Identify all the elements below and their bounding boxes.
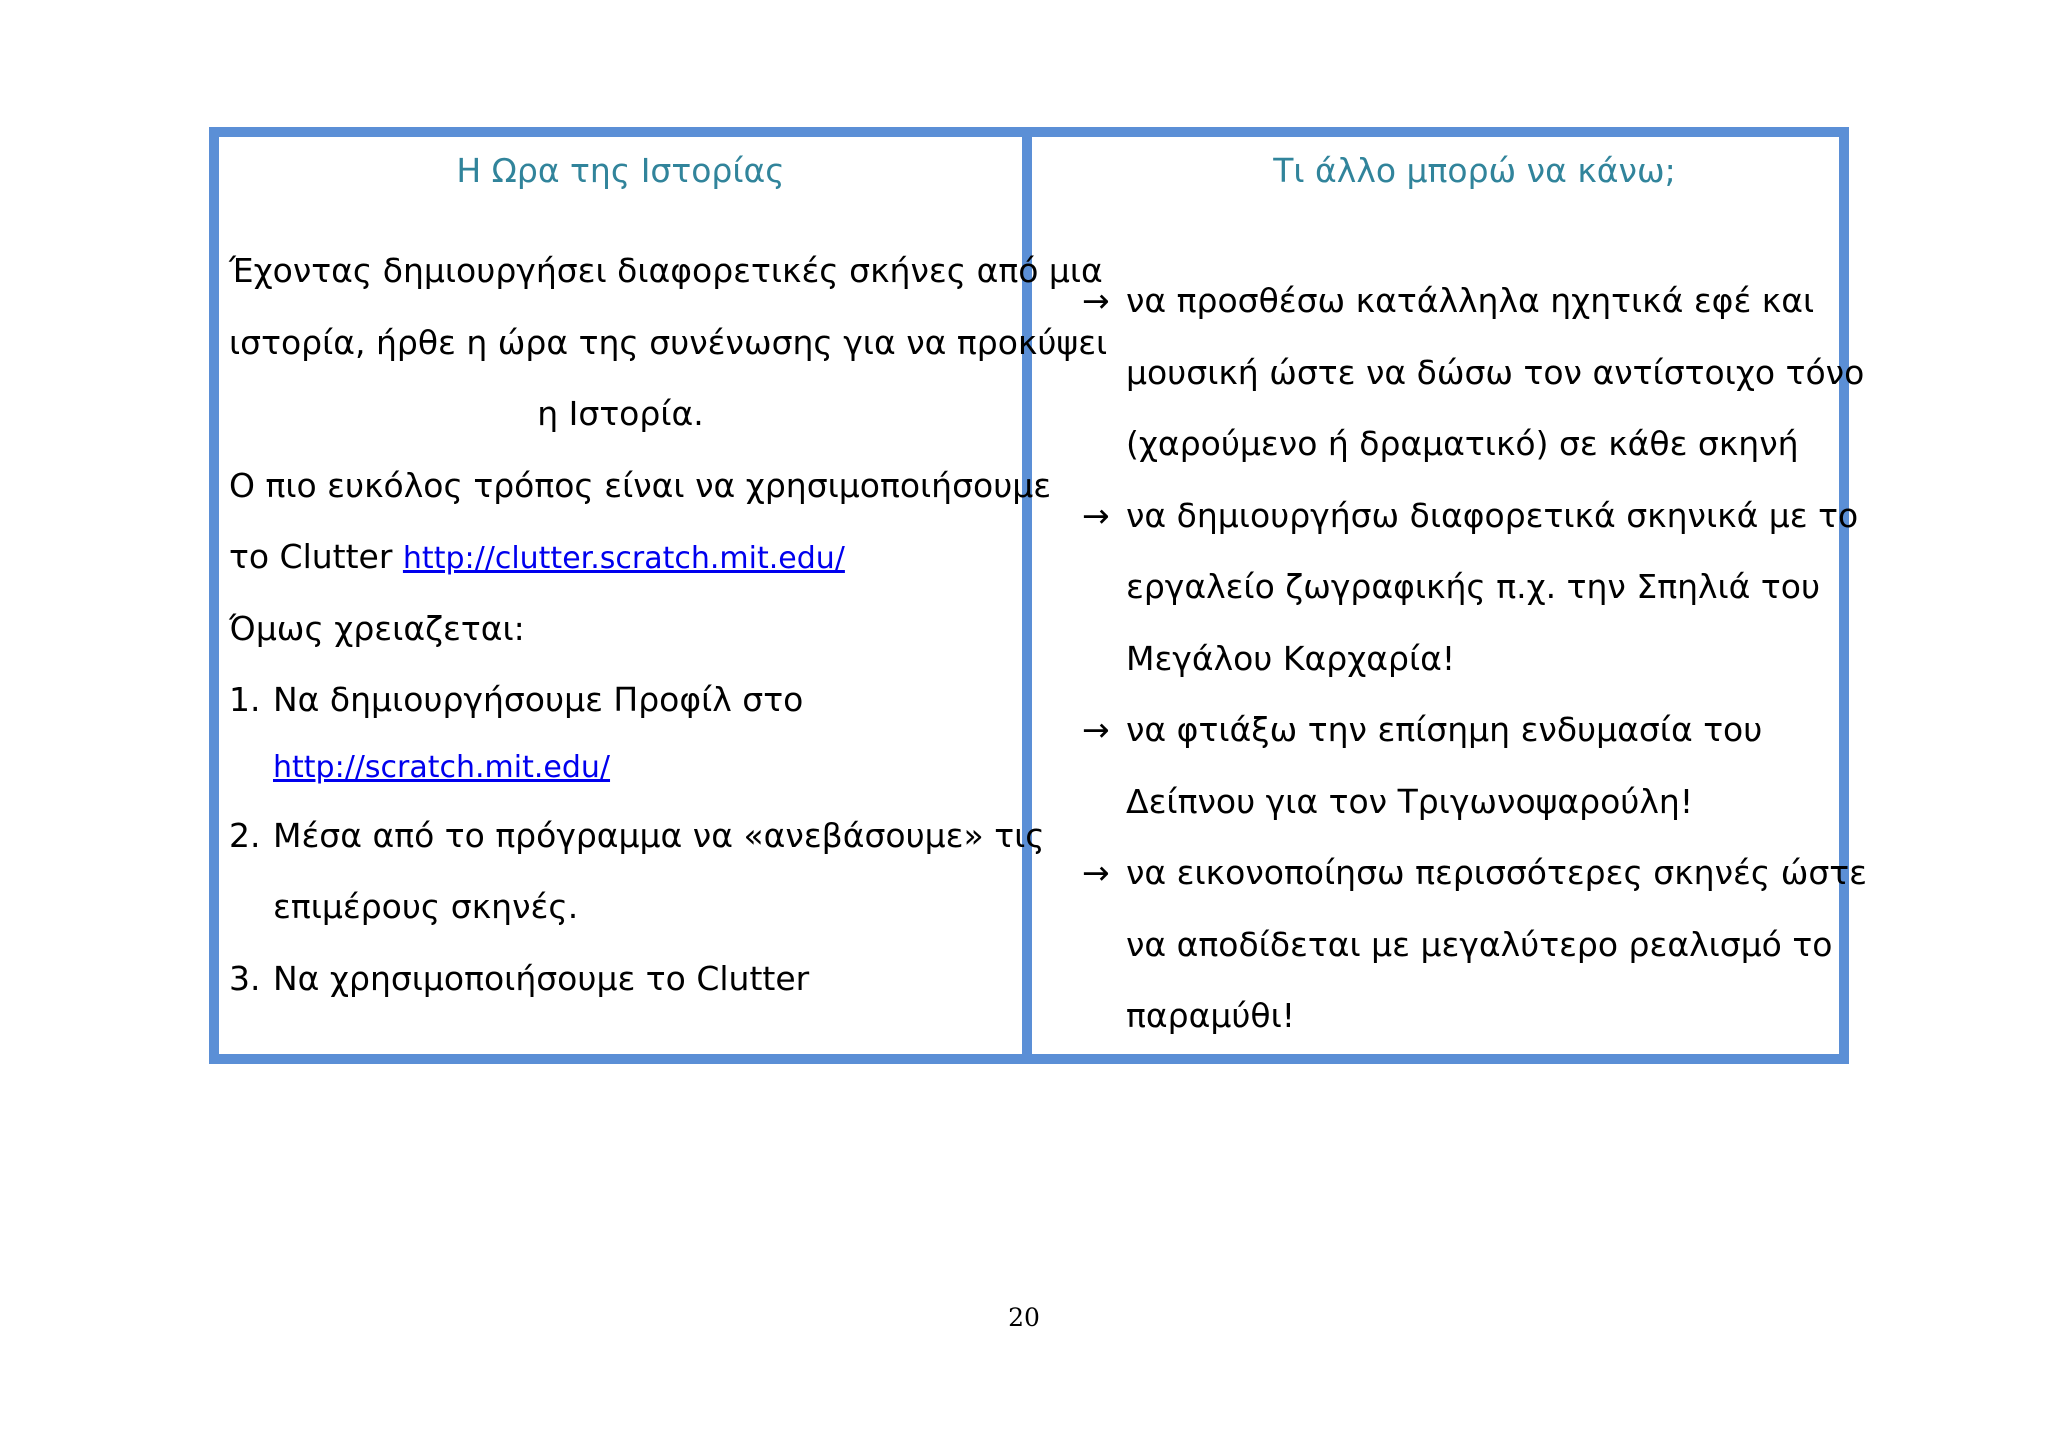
what-else-title: Τι άλλο μπορώ να κάνω; [1273, 151, 1676, 190]
step-item-3 [229, 943, 1012, 1015]
step-number: 3. [229, 958, 261, 998]
step-number: 1. [229, 680, 261, 719]
clutter-line [229, 521, 1012, 593]
idea-text-cont: παραμύθι! [1126, 996, 1295, 1035]
step-text: Να χρησιμοποιήσουμε το Clutter [273, 958, 810, 998]
idea-text: να φτιάξω την επίσημη ενδυμασία του [1126, 710, 1763, 749]
idea-text-cont: μουσική ώστε να δώσω τον αντίστοιχο τόνο [1126, 352, 1865, 392]
idea-item-1 [1082, 265, 1867, 480]
idea-item-2 [1082, 480, 1867, 695]
what-else-body [1082, 265, 1867, 1052]
idea-text-cont: Δείπνου για τον Τριγωνοψαρούλη! [1126, 781, 1694, 821]
but-needed-text: Όμως χρειαζεται: [229, 608, 525, 648]
idea-text-cont: εργαλείο ζωγραφικής π.χ. την Σπηλιά του [1126, 567, 1821, 606]
story-time-column [219, 137, 1108, 1054]
arrow-icon: → [1082, 281, 1110, 320]
arrow-icon: → [1082, 710, 1110, 749]
easy-way-text: Ο πιο ευκόλος τρόπος είναι να χρησιμοποιήσουμε [229, 465, 1052, 505]
intro-line-1 [229, 235, 1103, 307]
arrow-icon: → [1082, 853, 1110, 892]
step-text: Να δημιουργήσουμε Προφίλ στο [273, 680, 804, 719]
intro-line-2: ιστορία, ήρθε η ώρα της συνένωσης για να προκύψει [229, 322, 1108, 362]
story-time-body [229, 235, 1108, 1014]
intro-line-1-text: Έχοντας δημιουργήσει διαφορετικές σκήνες από μια [229, 251, 1103, 290]
step-item-1 [229, 664, 1012, 800]
clutter-link[interactable]: http://clutter.scratch.mit.edu/ [402, 541, 845, 576]
scratch-link[interactable]: http://scratch.mit.edu/ [273, 749, 611, 785]
idea-text-cont: Μεγάλου Καρχαρία! [1126, 638, 1456, 678]
what-else-column [1032, 137, 1897, 1054]
step-item-2 [229, 800, 1045, 943]
story-time-title: Η Ωρα της Ιστορίας [456, 151, 785, 190]
idea-item-3 [1082, 694, 1867, 837]
step-text: Μέσα από το πρόγραμμα να «ανεβάσουμε» τις [273, 815, 1045, 855]
idea-text-cont: να αποδίδεται με μεγαλύτερο ρεαλισμό το [1126, 924, 1833, 964]
idea-text: να εικονοποίησω περισσότερες σκηνές ώστε [1126, 853, 1867, 892]
clutter-prefix: το Clutter [229, 537, 393, 576]
idea-text: να δημιουργήσω διαφορετικά σκηνικά με το [1126, 495, 1859, 535]
step-number: 2. [229, 815, 261, 855]
page-number: 20 [1008, 1303, 1040, 1332]
intro-line-3: η Ιστορία. [537, 394, 704, 433]
step-text-cont: επιμέρους σκηνές. [273, 887, 579, 926]
idea-text-cont: (χαρούμενο ή δραματικό) σε κάθε σκηνή [1126, 424, 1799, 463]
two-column-table [209, 127, 1867, 1064]
arrow-icon: → [1082, 495, 1110, 535]
idea-text: να προσθέσω κατάλληλα ηχητικά εφέ και [1126, 281, 1815, 320]
idea-item-4 [1082, 837, 1867, 1052]
